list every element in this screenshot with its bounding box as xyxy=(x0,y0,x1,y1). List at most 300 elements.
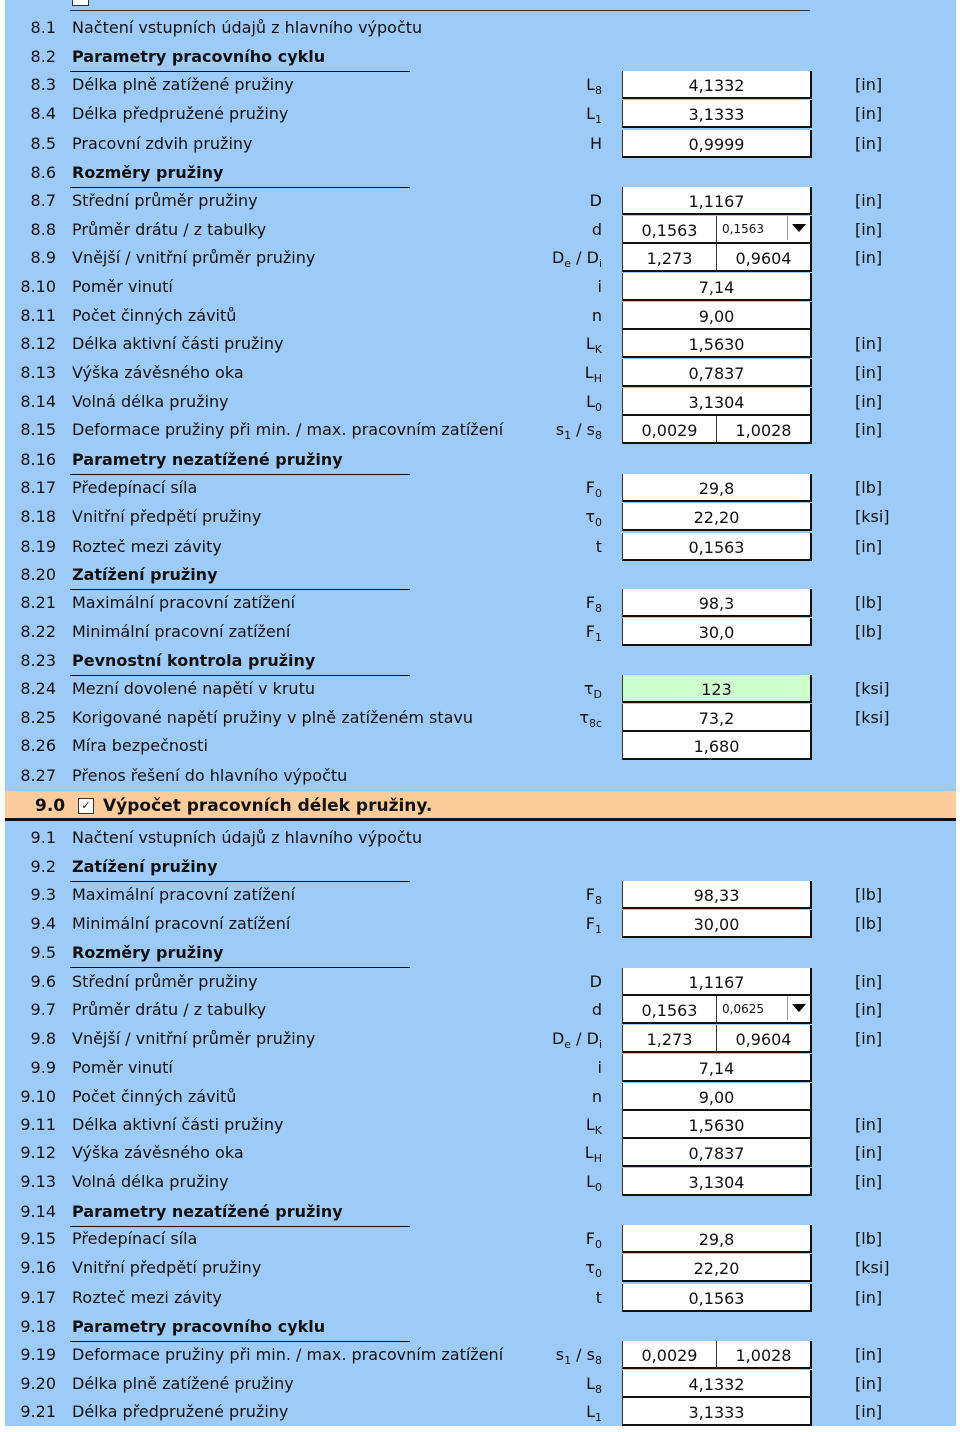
table-row xyxy=(0,1313,960,1341)
row-label: Průměr drátu / z tabulky xyxy=(72,1000,267,1019)
symbol-subscript: 1 xyxy=(595,113,602,127)
symbol-main: L xyxy=(586,392,595,411)
row-label: Míra bezpečnosti xyxy=(72,736,208,755)
unit-label: [in] xyxy=(855,537,883,556)
symbol-subscript: D xyxy=(593,688,602,702)
row-label: Rozteč mezi závity xyxy=(72,1288,222,1307)
unit-label: [in] xyxy=(855,220,883,239)
row-number: 9.9 xyxy=(30,1058,56,1077)
section-heading: Parametry nezatížené pružiny xyxy=(72,450,343,469)
row-number: 8.1 xyxy=(30,18,56,37)
value-cell: 4,1332 xyxy=(622,71,812,99)
row-label: Délka aktivní části pružiny xyxy=(72,334,284,353)
symbol-main-2: s xyxy=(586,420,595,439)
parameter-symbol xyxy=(540,359,602,387)
row-label: Rozteč mezi závity xyxy=(72,537,222,556)
row-label: Poměr vinutí xyxy=(72,1058,173,1077)
unit-label: [ksi] xyxy=(855,679,890,698)
row-number: 8.18 xyxy=(20,507,56,526)
row-number: 9.10 xyxy=(20,1087,56,1106)
table-row xyxy=(0,939,960,967)
symbol-main: F xyxy=(585,1229,595,1248)
symbol-main-2: D xyxy=(586,248,599,267)
symbol-main: L xyxy=(584,1143,594,1162)
parameter-symbol xyxy=(540,968,602,996)
value-cell: 0,7837 xyxy=(622,1139,812,1167)
parameter-symbol xyxy=(540,881,602,909)
row-number: 8.20 xyxy=(20,565,56,584)
value-cell: 3,1304 xyxy=(622,1168,812,1196)
value-cell: 98,33 xyxy=(622,881,812,909)
value-cell: 98,3 xyxy=(622,589,812,617)
row-label: Načtení vstupních údajů z hlavního výpočtu xyxy=(72,828,423,847)
row-number: 9.21 xyxy=(20,1402,56,1421)
row-number: 8.14 xyxy=(20,392,56,411)
row-number: 9.4 xyxy=(30,914,56,933)
parameter-symbol xyxy=(540,1083,602,1111)
value-cell: 29,8 xyxy=(622,474,812,502)
symbol-main: L xyxy=(586,104,595,123)
row-number: 8.2 xyxy=(30,47,56,66)
symbol-main: D xyxy=(551,1029,565,1048)
unit-label: [in] xyxy=(855,420,883,439)
row-number: 9.20 xyxy=(20,1374,56,1393)
row-number: 8.16 xyxy=(20,450,56,469)
table-row xyxy=(0,43,960,71)
symbol-main-2: s xyxy=(586,1345,595,1364)
parameter-symbol xyxy=(540,533,602,561)
table-row xyxy=(0,1083,960,1111)
parameter-symbol xyxy=(540,302,602,330)
unit-label: [lb] xyxy=(855,622,883,641)
table-row xyxy=(0,1111,960,1139)
table-row xyxy=(0,244,960,272)
symbol-main: L xyxy=(586,75,595,94)
table-row xyxy=(0,216,960,244)
row-number: 8.17 xyxy=(20,478,56,497)
value-cell: 7,14 xyxy=(622,273,812,301)
row-number: 9.2 xyxy=(30,857,56,876)
row-number: 8.21 xyxy=(20,593,56,612)
value-cell: 22,20 xyxy=(622,1254,812,1282)
symbol-main: F xyxy=(585,478,595,497)
value-cell: 0,9999 xyxy=(622,130,812,158)
table-row xyxy=(0,1168,960,1196)
parameter-symbol xyxy=(540,704,602,732)
symbol-main: τ xyxy=(585,1258,595,1277)
unit-label: [in] xyxy=(855,1402,883,1421)
symbol-subscript: 1 xyxy=(595,631,602,645)
value-cell: 30,00 xyxy=(622,910,812,938)
section-title: Výpočet pracovních délek pružiny. xyxy=(103,796,433,816)
value-cell: 0,1563 xyxy=(622,1284,812,1312)
table-row xyxy=(0,881,960,909)
value-cell: 29,8 xyxy=(622,1225,812,1253)
parameter-symbol xyxy=(540,1398,602,1426)
row-label: Délka plně zatížené pružiny xyxy=(72,75,294,94)
unit-label: [lb] xyxy=(855,885,883,904)
wire-diameter-dropdown[interactable] xyxy=(716,216,812,244)
row-number: 8.15 xyxy=(20,420,56,439)
top-divider xyxy=(70,10,810,11)
value-cell-right: 0,9604 xyxy=(716,1025,812,1053)
symbol-main: D xyxy=(551,248,565,267)
parameter-symbol xyxy=(540,474,602,502)
symbol-main: t xyxy=(595,1288,602,1307)
row-number: 9.19 xyxy=(20,1345,56,1364)
symbol-subscript: K xyxy=(594,1124,602,1138)
section-heading: Parametry nezatížené pružiny xyxy=(72,1202,343,1221)
table-row xyxy=(0,1198,960,1226)
row-label: Předepínací síla xyxy=(72,478,198,497)
table-row xyxy=(0,533,960,561)
row-label: Výška závěsného oka xyxy=(72,1143,244,1162)
symbol-subscript: 0 xyxy=(595,516,602,530)
value-cell-left: 1,273 xyxy=(622,244,718,272)
row-number: 8.5 xyxy=(30,134,56,153)
row-number: 9.8 xyxy=(30,1029,56,1048)
symbol-subscript-2: 8 xyxy=(595,429,602,443)
unit-label: [in] xyxy=(855,1000,883,1019)
row-label: Vnější / vnitřní průměr pružiny xyxy=(72,248,316,267)
value-cell: 1,5630 xyxy=(622,330,812,358)
parameter-symbol xyxy=(540,273,602,301)
value-cell: 3,1304 xyxy=(622,388,812,416)
row-label: Délka plně zatížené pružiny xyxy=(72,1374,294,1393)
unit-label: [in] xyxy=(855,1143,883,1162)
row-number: 8.22 xyxy=(20,622,56,641)
value-cell-left: 1,273 xyxy=(622,1025,718,1053)
wire-diameter-dropdown[interactable] xyxy=(716,996,812,1024)
row-number: 8.10 xyxy=(20,277,56,296)
unit-label: [in] xyxy=(855,75,883,94)
row-number: 8.8 xyxy=(30,220,56,239)
symbol-main: i xyxy=(597,1058,602,1077)
value-cell: 1,5630 xyxy=(622,1111,812,1139)
row-label: Délka předpružené pružiny xyxy=(72,1402,289,1421)
row-number: 8.24 xyxy=(20,679,56,698)
symbol-main: L xyxy=(586,1374,595,1393)
value-cell: 1,680 xyxy=(622,732,812,760)
table-row xyxy=(0,732,960,760)
value-cell: 123 xyxy=(622,675,812,703)
symbol-main: τ xyxy=(583,679,594,698)
section-9-checkbox[interactable]: ✓ xyxy=(78,798,94,814)
row-number: 9.14 xyxy=(20,1202,56,1221)
table-row xyxy=(0,474,960,502)
row-label: Minimální pracovní zatížení xyxy=(72,914,291,933)
table-row xyxy=(0,704,960,732)
row-label: Vnitřní předpětí pružiny xyxy=(72,507,262,526)
symbol-main: D xyxy=(589,191,602,210)
parameter-symbol xyxy=(540,187,602,215)
parameter-symbol: $s_1 / s_8$ xyxy=(555,420,602,443)
unit-label: [in] xyxy=(855,191,883,210)
value-cell-right: 0,9604 xyxy=(716,244,812,272)
table-row xyxy=(0,1254,960,1282)
symbol-main: F xyxy=(585,885,595,904)
symbol-subscript: e xyxy=(564,257,572,271)
table-row xyxy=(0,302,960,330)
symbol-subscript: 0 xyxy=(595,1181,602,1195)
row-number: 9.18 xyxy=(20,1317,56,1336)
symbol-subscript: 0 xyxy=(595,1238,602,1252)
symbol-main: L xyxy=(584,363,594,382)
value-cell: 4,1332 xyxy=(622,1370,812,1398)
value-cell-right: 1,0028 xyxy=(716,1341,812,1369)
row-number: 8.7 xyxy=(30,191,56,210)
table-row xyxy=(0,561,960,589)
section-heading: Zatížení pružiny xyxy=(72,565,218,584)
symbol-main: F xyxy=(585,622,595,641)
value-cell: 0,7837 xyxy=(622,359,812,387)
row-label: Střední průměr pružiny xyxy=(72,191,258,210)
value-cell: 73,2 xyxy=(622,704,812,732)
symbol-subscript-2: i xyxy=(598,257,602,271)
row-number: 9.6 xyxy=(30,972,56,991)
value-cell: 3,1333 xyxy=(622,1398,812,1426)
unit-label: [in] xyxy=(855,134,883,153)
row-number: 8.27 xyxy=(20,766,56,785)
row-number: 8.9 xyxy=(30,248,56,267)
parameter-symbol xyxy=(540,388,602,416)
parameter-symbol xyxy=(540,130,602,158)
symbol-subscript: K xyxy=(594,343,602,357)
symbol-main: t xyxy=(595,537,602,556)
table-row xyxy=(0,910,960,938)
table-row xyxy=(0,1284,960,1312)
row-number: 8.12 xyxy=(20,334,56,353)
symbol-subscript: 0 xyxy=(595,487,602,501)
row-number: 9.13 xyxy=(20,1172,56,1191)
table-row xyxy=(0,824,960,852)
parameter-symbol xyxy=(540,1054,602,1082)
section-heading: Rozměry pružiny xyxy=(72,943,224,962)
row-number: 9.15 xyxy=(20,1229,56,1248)
parameter-symbol xyxy=(540,618,602,646)
section-heading: Pevnostní kontrola pružiny xyxy=(72,651,316,670)
value-cell-left: 0,0029 xyxy=(622,416,718,444)
value-cell: 22,20 xyxy=(622,503,812,531)
parameter-symbol xyxy=(540,589,602,617)
unit-label: [in] xyxy=(855,972,883,991)
row-label: Deformace pružiny při min. / max. pracovním zatížení xyxy=(72,420,504,439)
unit-label: [lb] xyxy=(855,478,883,497)
row-number: 9.16 xyxy=(20,1258,56,1277)
row-number: 8.6 xyxy=(30,163,56,182)
row-number: 9.12 xyxy=(20,1143,56,1162)
section-heading: Parametry pracovního cyklu xyxy=(72,47,326,66)
table-row xyxy=(0,1139,960,1167)
row-label: Volná délka pružiny xyxy=(72,1172,229,1191)
table-row xyxy=(0,1341,960,1369)
table-row xyxy=(0,359,960,387)
row-number: 8.11 xyxy=(20,306,56,325)
row-label: Pracovní zdvih pružiny xyxy=(72,134,253,153)
value-cell: 1,1167 xyxy=(622,968,812,996)
symbol-subscript: H xyxy=(593,372,602,386)
table-row xyxy=(0,14,960,42)
row-label: Maximální pracovní zatížení xyxy=(72,885,296,904)
parameter-symbol: $s_1 / s_8$ xyxy=(555,1345,602,1368)
row-number: 9.17 xyxy=(20,1288,56,1307)
symbol-main: L xyxy=(586,1172,595,1191)
row-label: Výška závěsného oka xyxy=(72,363,244,382)
symbol-subscript: 1 xyxy=(564,1354,572,1368)
value-cell: 1,1167 xyxy=(622,187,812,215)
unit-label: [in] xyxy=(855,1172,883,1191)
unit-label: [in] xyxy=(855,1029,883,1048)
table-row xyxy=(0,1370,960,1398)
unit-label: [in] xyxy=(855,392,883,411)
parameter-symbol xyxy=(540,1168,602,1196)
table-row xyxy=(0,416,960,444)
symbol-main: F xyxy=(585,914,595,933)
row-label: Vnější / vnitřní průměr pružiny xyxy=(72,1029,316,1048)
row-label: Průměr drátu / z tabulky xyxy=(72,220,267,239)
symbol-subscript-2: 8 xyxy=(595,1354,602,1368)
row-number: 8.19 xyxy=(20,537,56,556)
table-row xyxy=(0,330,960,358)
unit-label: [ksi] xyxy=(855,708,890,727)
table-row xyxy=(0,159,960,187)
table-row xyxy=(0,647,960,675)
table-row xyxy=(0,1025,960,1053)
dropdown-arrow-icon[interactable] xyxy=(787,216,810,240)
unit-label: [lb] xyxy=(855,593,883,612)
row-label: Délka aktivní části pružiny xyxy=(72,1115,284,1134)
dropdown-value: 0,1563 xyxy=(722,222,764,236)
parameter-symbol xyxy=(540,330,602,358)
parameter-symbol xyxy=(540,503,602,531)
parameter-symbol xyxy=(540,1284,602,1312)
parameter-symbol xyxy=(540,100,602,128)
row-label: Přenos řešení do hlavního výpočtu xyxy=(72,766,348,785)
table-row xyxy=(0,762,960,790)
table-row xyxy=(0,618,960,646)
row-label: Minimální pracovní zatížení xyxy=(72,622,291,641)
parameter-symbol xyxy=(540,71,602,99)
unit-label: [in] xyxy=(855,363,883,382)
table-row xyxy=(0,130,960,158)
row-label: Délka předpružené pružiny xyxy=(72,104,289,123)
symbol-main: d xyxy=(591,220,602,239)
unit-label: [in] xyxy=(855,248,883,267)
symbol-subscript: 1 xyxy=(595,923,602,937)
unit-label: [lb] xyxy=(855,914,883,933)
symbol-subscript: 8 xyxy=(595,84,602,98)
symbol-main: n xyxy=(591,1087,602,1106)
dropdown-value: 0,0625 xyxy=(722,1002,764,1016)
value-cell: 0,1563 xyxy=(622,533,812,561)
unit-label: [in] xyxy=(855,1374,883,1393)
symbol-subscript: 8c xyxy=(588,717,602,731)
table-row xyxy=(0,187,960,215)
row-label: Počet činných závitů xyxy=(72,306,237,325)
symbol-subscript: 8 xyxy=(595,1383,602,1397)
symbol-subscript: 0 xyxy=(595,401,602,415)
row-number: 8.23 xyxy=(20,651,56,670)
parameter-symbol: $D_e / D_i$ xyxy=(551,1029,602,1052)
unit-label: [in] xyxy=(855,1115,883,1134)
value-cell: 0,1563 xyxy=(622,996,718,1024)
row-number: 9.3 xyxy=(30,885,56,904)
table-row xyxy=(0,388,960,416)
unit-label: [ksi] xyxy=(855,1258,890,1277)
table-row xyxy=(0,503,960,531)
row-label: Načtení vstupních údajů z hlavního výpočtu xyxy=(72,18,423,37)
unit-label: [lb] xyxy=(855,1229,883,1248)
symbol-main: F xyxy=(585,593,595,612)
value-cell-right: 1,0028 xyxy=(716,416,812,444)
symbol-subscript: 0 xyxy=(595,1267,602,1281)
row-label: Volná délka pružiny xyxy=(72,392,229,411)
unit-label: [in] xyxy=(855,1345,883,1364)
parameter-symbol xyxy=(540,675,602,703)
symbol-main: L xyxy=(585,1115,595,1134)
row-label: Vnitřní předpětí pružiny xyxy=(72,1258,262,1277)
parameter-symbol xyxy=(540,216,602,244)
symbol-main-2: D xyxy=(586,1029,599,1048)
table-row xyxy=(0,589,960,617)
symbol-subscript: e xyxy=(564,1038,572,1052)
section-heading: Zatížení pružiny xyxy=(72,857,218,876)
symbol-main: s xyxy=(555,1345,565,1364)
parameter-symbol xyxy=(540,1254,602,1282)
symbol-main: τ xyxy=(585,507,595,526)
table-row xyxy=(0,1398,960,1426)
row-label: Poměr vinutí xyxy=(72,277,173,296)
symbol-subscript: H xyxy=(593,1152,602,1166)
section-number: 9.0 xyxy=(35,796,66,816)
dropdown-arrow-icon[interactable] xyxy=(787,996,810,1020)
unit-label: [in] xyxy=(855,104,883,123)
row-number: 8.26 xyxy=(20,736,56,755)
table-row xyxy=(0,71,960,99)
table-row xyxy=(0,968,960,996)
row-label: Počet činných závitů xyxy=(72,1087,237,1106)
row-label: Maximální pracovní zatížení xyxy=(72,593,296,612)
row-number: 9.5 xyxy=(30,943,56,962)
row-label: Korigované napětí pružiny v plně zatíženém stavu xyxy=(72,708,474,727)
symbol-subscript: 8 xyxy=(595,602,602,616)
section-9-header xyxy=(5,791,956,821)
unit-label: [in] xyxy=(855,334,883,353)
symbol-main: D xyxy=(589,972,602,991)
table-row xyxy=(0,996,960,1024)
parameter-symbol xyxy=(540,1139,602,1167)
value-cell: 0,1563 xyxy=(622,216,718,244)
value-cell: 30,0 xyxy=(622,618,812,646)
parameter-symbol xyxy=(540,996,602,1024)
symbol-main: L xyxy=(585,334,595,353)
row-number: 8.25 xyxy=(20,708,56,727)
symbol-subscript: 1 xyxy=(564,429,572,443)
table-row xyxy=(0,675,960,703)
section-heading: Rozměry pružiny xyxy=(72,163,224,182)
row-number: 8.3 xyxy=(30,75,56,94)
symbol-main: i xyxy=(597,277,602,296)
row-label: Předepínací síla xyxy=(72,1229,198,1248)
table-row xyxy=(0,100,960,128)
symbol-main: H xyxy=(589,134,602,153)
symbol-subscript-2: i xyxy=(598,1038,602,1052)
row-number: 9.11 xyxy=(20,1115,56,1134)
row-number: 9.7 xyxy=(30,1000,56,1019)
value-cell: 9,00 xyxy=(622,1083,812,1111)
unit-label: [in] xyxy=(855,1288,883,1307)
symbol-main: L xyxy=(586,1402,595,1421)
